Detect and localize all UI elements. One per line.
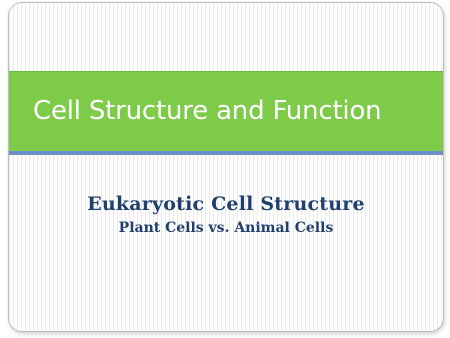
slide-subtitle: Eukaryotic Cell Structure [87, 193, 365, 215]
title-band [9, 71, 443, 151]
subtitle-block [9, 191, 443, 238]
title-slide [8, 2, 444, 332]
slide-subtitle-secondary: Plant Cells vs. Animal Cells [118, 220, 334, 236]
slide-title: Cell Structure and Function [33, 96, 382, 126]
accent-line [9, 151, 443, 155]
